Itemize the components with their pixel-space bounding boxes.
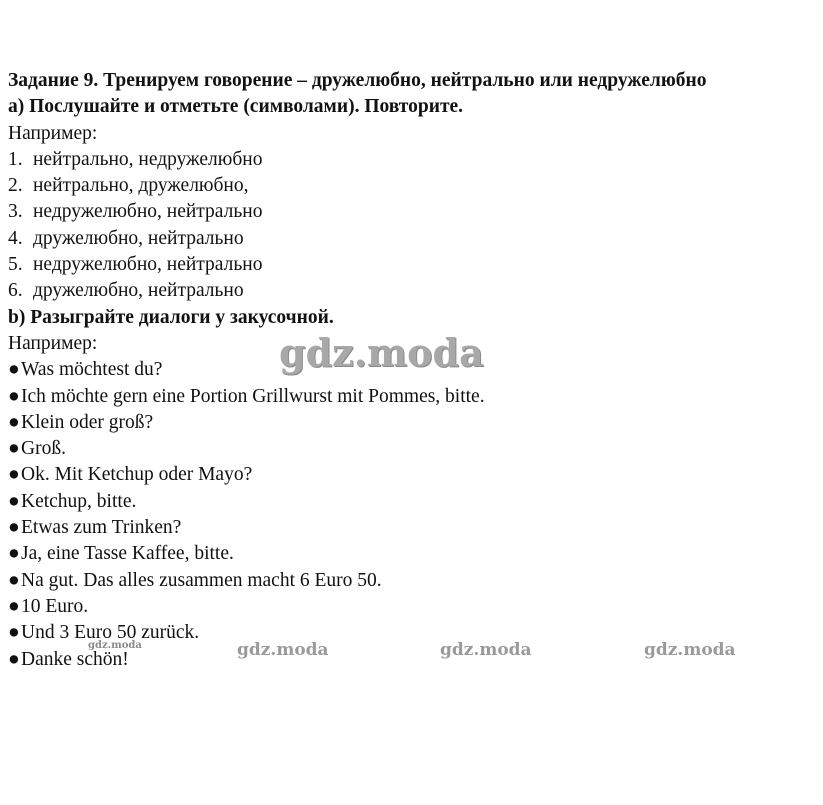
bullet-icon: ●: [8, 411, 20, 433]
dialogue-line: [8, 489, 818, 515]
bullet-icon: ●: [8, 359, 20, 381]
bullet-icon: ●: [8, 517, 20, 539]
dialogue-text: Ketchup, bitte.: [21, 490, 137, 512]
part-a-example-label: Например:: [8, 122, 98, 144]
bullet-icon: ●: [8, 569, 20, 591]
part-a-item: [8, 278, 818, 304]
item-text: дружелюбно, нейтрально: [33, 280, 244, 302]
bullet-icon: ●: [8, 648, 20, 670]
item-text: дружелюбно, нейтрально: [33, 227, 244, 249]
part-a-heading: a) Послушайте и отметьте (символами). Повторите.: [8, 96, 464, 118]
dialogue-text: Groß.: [21, 438, 66, 460]
dialogue-text: Klein oder groß?: [21, 411, 154, 433]
dialogue-line: [8, 568, 818, 594]
bullet-icon: ●: [8, 543, 20, 565]
item-number: 6.: [8, 280, 23, 302]
item-text: недружелюбно, нейтрально: [33, 201, 263, 223]
item-number: 5.: [8, 254, 23, 276]
part-a-item: [8, 199, 818, 225]
watermark-small: gdz.moda: [644, 640, 736, 660]
bullet-icon: ●: [8, 438, 20, 460]
bullet-icon: ●: [8, 464, 20, 486]
dialogue-text: Danke schön!: [21, 648, 129, 670]
bullet-icon: ●: [8, 622, 20, 644]
part-a-item: [8, 173, 818, 199]
dialogue-text: Etwas zum Trinken?: [21, 517, 182, 539]
part-a-item: [8, 252, 818, 278]
dialogue-line: [8, 515, 818, 541]
dialogue-text: Und 3 Euro 50 zurück.: [21, 622, 200, 644]
dialogue-line: [8, 541, 818, 567]
part-a-item: [8, 226, 818, 252]
watermark-small: gdz.moda: [237, 640, 329, 660]
item-number: 2.: [8, 175, 23, 197]
bullet-icon: ●: [8, 595, 20, 617]
dialogue-line: [8, 462, 818, 488]
dialogue-line: [8, 384, 818, 410]
dialogue-text: Ich möchte gern eine Portion Grillwurst mit Pommes, bitte.: [21, 385, 485, 407]
part-a-item: [8, 147, 818, 173]
bullet-icon: ●: [8, 385, 20, 407]
item-number: 3.: [8, 201, 23, 223]
item-text: недружелюбно, нейтрально: [33, 254, 263, 276]
dialogue-text: Na gut. Das alles zusammen macht 6 Euro 50.: [21, 569, 382, 591]
dialogue-line: [8, 436, 818, 462]
watermark-tiny: gdz.moda: [88, 640, 142, 651]
watermark-small: gdz.moda: [440, 640, 532, 660]
dialogue-line: [8, 410, 818, 436]
item-text: нейтрально, дружелюбно,: [33, 175, 249, 197]
item-text: нейтрально, недружелюбно: [33, 148, 263, 170]
part-b-heading: b) Разыграйте диалоги у закусочной.: [8, 306, 334, 328]
bullet-icon: ●: [8, 490, 20, 512]
dialogue-line: [8, 594, 818, 620]
dialogue-text: Was möchtest du?: [21, 359, 163, 381]
item-number: 4.: [8, 227, 23, 249]
part-b-example-label: Например:: [8, 332, 98, 354]
dialogue-text: Ok. Mit Ketchup oder Mayo?: [21, 464, 253, 486]
dialogue-text: 10 Euro.: [21, 595, 89, 617]
task-title: Задание 9. Тренируем говорение – дружелюбно, нейтрально или недружелюбно: [8, 70, 707, 91]
item-number: 1.: [8, 148, 23, 170]
watermark-large: gdz.moda: [279, 330, 484, 375]
dialogue-text: Ja, eine Tasse Kaffee, bitte.: [21, 543, 234, 565]
